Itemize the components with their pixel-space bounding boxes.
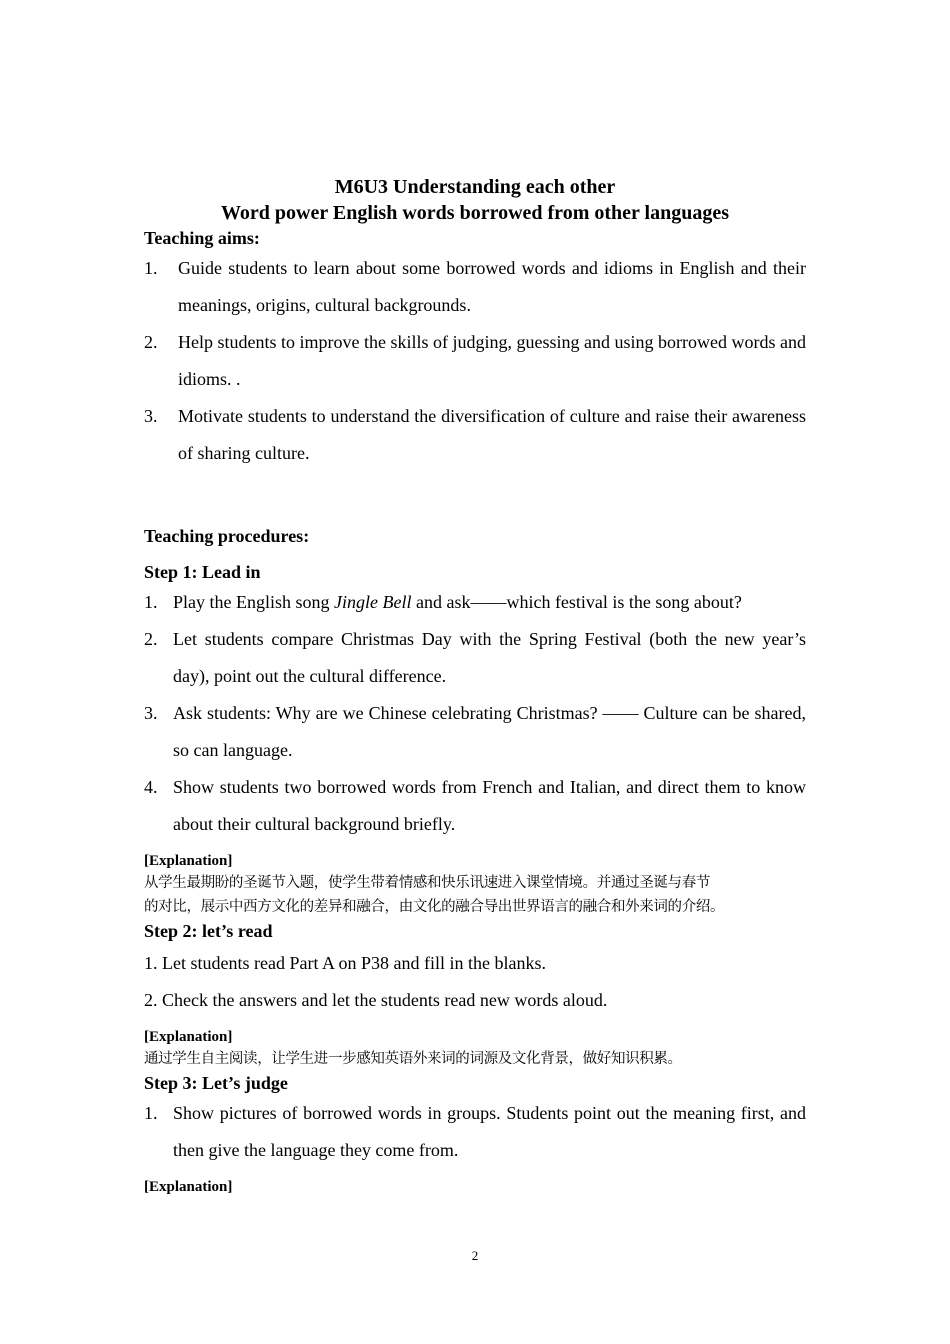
step-1-item-2 [144,621,806,695]
item-number: 3. [144,703,158,723]
title-line-1: M6U3 Understanding each other [334,176,616,198]
step-1-list [144,584,806,843]
step-2-line-1: 1. Let students read Part A on P38 and fill in the blanks. [144,953,546,973]
aim-text: Guide students to learn about some borrowed words and idioms in English and their meanings, origins, cultural backgrounds. [178,258,806,315]
step-2-line-2: 2. Check the answers and let the students read new words aloud. [144,990,608,1010]
step-1-item-4 [144,769,806,843]
item-text: Show pictures of borrowed words in groups. Students point out the meaning first, and then give the language they come from. [173,1103,806,1160]
teaching-aims-heading: Teaching aims: [144,228,260,248]
aim-number: 2. [144,332,158,352]
item-text-before: Play the English song [173,592,334,612]
step-2-heading: Step 2: let’s read [144,921,273,941]
teaching-procedures-heading: Teaching procedures: [144,526,310,546]
step-1-item-1 [144,584,806,621]
aim-item-1 [144,250,806,324]
aim-text: Motivate students to understand the diversification of culture and raise their awareness of sharing culture. [178,406,806,463]
step-3-item-1 [144,1095,806,1169]
item-text-after: and ask——which festival is the song about? [411,592,742,612]
page-number: 2 [471,1248,479,1263]
title-line-2: Word power English words borrowed from other languages [221,202,729,224]
step-2-explanation-line: 通过学生自主阅读，让学生进一步感知英语外来词的词源及文化背景，做好知识积累。 [144,1051,682,1067]
aim-item-3 [144,398,806,472]
song-title: Jingle Bell [334,592,412,612]
teaching-aims-list [144,250,806,472]
step-1-explanation-label: [Explanation] [144,853,233,869]
item-text: Ask students: Why are we Chinese celebrating Christmas? —— Culture can be shared, so can language. [173,703,806,760]
item-number: 1. [144,592,158,612]
step-1-explanation-line-1: 从学生最期盼的圣诞节入题，使学生带着情感和快乐讯速进入课堂情境。并通过圣诞与春节 [144,875,710,891]
step-3-heading: Step 3: Let’s judge [144,1073,288,1093]
step-3-list [144,1095,806,1169]
item-number: 2. [144,629,158,649]
step-2-explanation-label: [Explanation] [144,1029,233,1045]
page-content [144,174,806,1197]
aim-number: 1. [144,258,158,278]
item-text: Show students two borrowed words from French and Italian, and direct them to know about their cultural background briefly. [173,777,806,834]
aim-item-2 [144,324,806,398]
aim-text: Help students to improve the skills of judging, guessing and using borrowed words and idioms. . [178,332,806,389]
item-number: 1. [144,1103,158,1123]
item-text: Let students compare Christmas Day with the Spring Festival (both the new year’s day), point out the cultural difference. [173,629,806,686]
step-1-explanation-line-2: 的对比，展示中西方文化的差异和融合，由文化的融合导出世界语言的融合和外来词的介绍。 [144,899,725,915]
step-3-explanation-label: [Explanation] [144,1179,233,1195]
item-number: 4. [144,777,158,797]
aim-number: 3. [144,406,158,426]
step-1-item-3 [144,695,806,769]
step-1-heading: Step 1: Lead in [144,562,261,582]
